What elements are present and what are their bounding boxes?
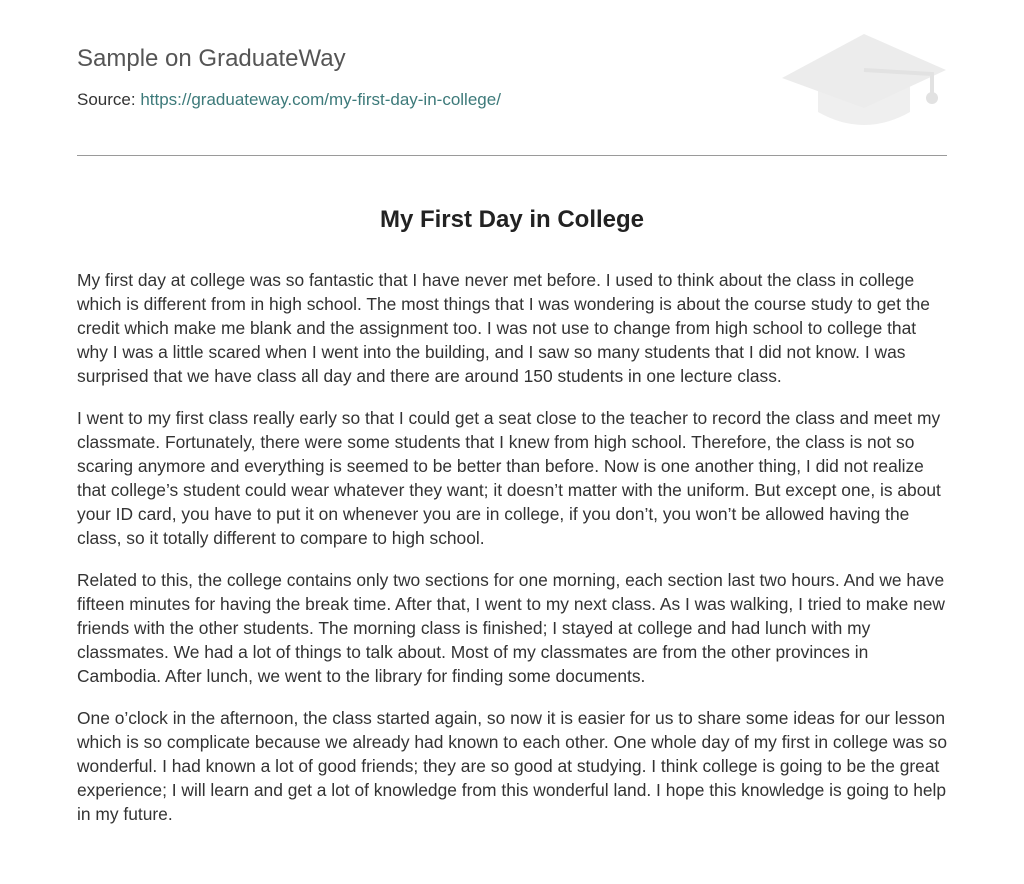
article-paragraph: I went to my first class really early so that I could get a seat close to the teacher to record the class and meet my classmate. Fortunately, there were some students that I knew from high school. Therefore, the class is not so scaring anymore and everything is seemed to be better than before. Now is one another thing, I did not realize that college’s student could wear whatever they want; it doesn’t matter with the uniform. But except one, is about your ID card, you have to put it on whenever you are in college, if you don’t, you won’t be allowed having the class, so it totally different to compare to high school. — [77, 408, 941, 548]
graduation-cap-icon — [780, 30, 948, 134]
source-label: Source: — [77, 90, 136, 109]
site-name: Sample on GraduateWay — [77, 45, 346, 72]
page-header — [77, 42, 947, 156]
source-line — [77, 88, 501, 112]
header-divider — [77, 155, 947, 156]
article-paragraph: My first day at college was so fantastic that I have never met before. I used to think about the class in college which is different from in high school. The most things that I was wondering is about the course study to get the credit which make me blank and the assignment too. I was not use to change from high school to college that why I was a little scared when I went into the building, and I saw so many students that I did not know. I was surprised that we have class all day and there are around 150 students in one lecture class. — [77, 270, 930, 386]
article-paragraph: Related to this, the college contains only two sections for one morning, each section last two hours. And we have fifteen minutes for having the break time. After that, I went to my next class. As I was walking, I tried to make new friends with the other students. The morning class is finished; I stayed at college and had lunch with my classmates. We had a lot of things to talk about. Most of my classmates are from the other provinces in Cambodia. After lunch, we went to the library for finding some documents. — [77, 570, 945, 686]
article-paragraph: One o’clock in the afternoon, the class started again, so now it is easier for us to share some ideas for our lesson which is so complicate because we already had known to each other. One whole day of my first in college was so wonderful. I had known a lot of good friends; they are so good at studying. I think college is going to be the great experience; I will learn and get a lot of knowledge from this wonderful land. I hope this knowledge is going to help in my future. — [77, 708, 947, 824]
article-body — [77, 268, 949, 844]
source-link[interactable]: https://graduateway.com/my-first-day-in-college/ — [140, 90, 501, 109]
article-title: My First Day in College — [379, 206, 645, 233]
